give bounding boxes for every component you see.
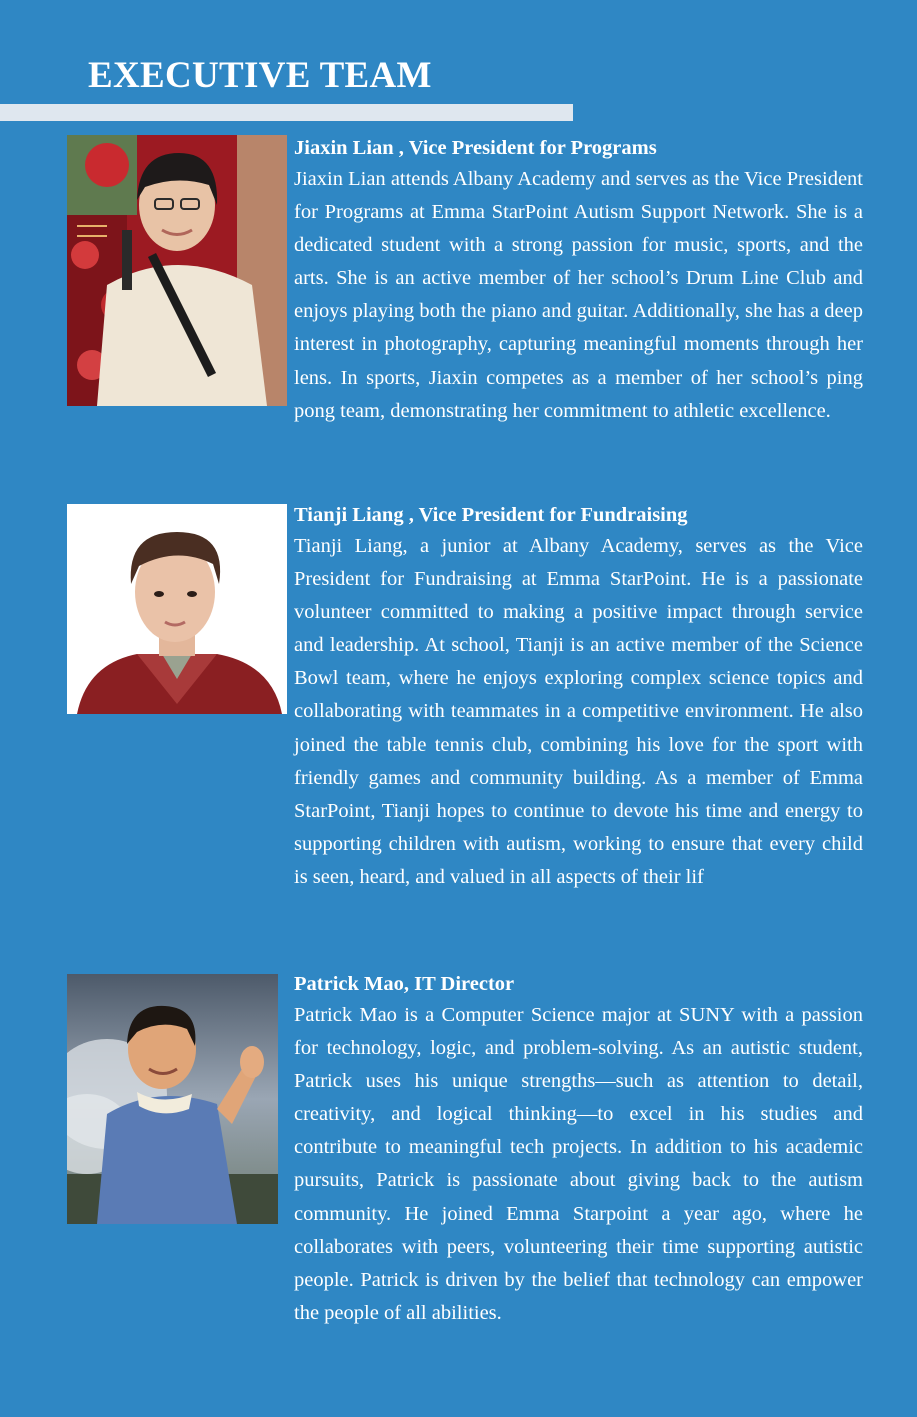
member-name-title: Tianji Liang , Vice President for Fundraising — [294, 504, 688, 526]
member-photo-patrick-mao — [67, 974, 278, 1224]
title-underline-bar — [0, 104, 573, 121]
member-photo-tianji-liang — [67, 504, 287, 714]
member-text-jiaxin-lian — [294, 133, 863, 428]
page-title: EXECUTIVE TEAM — [88, 55, 432, 96]
member-photo-jiaxin-lian — [67, 135, 287, 406]
member-name-title: Patrick Mao, IT Director — [294, 973, 515, 995]
member-bio: Patrick Mao is a Computer Science major at SUNY with a passion for technology, logic, and problem-solving. As an autistic student, Patrick uses his unique strengths—such as attention to detail, creativity, and logical thinking—to excel in his studies and contribute to meaningful tech projects. In addition to his academic pursuits, Patrick is passionate about giving back to the autism community. He joined Emma Starpoint a year ago, where he collaborates with peers, volunteering their time supporting autistic people. Patrick is driven by the belief that technology can empower the people of all abilities. — [294, 1004, 863, 1324]
member-text-patrick-mao — [294, 969, 863, 1330]
member-bio: Jiaxin Lian attends Albany Academy and serves as the Vice President for Programs at Emma StarPoint Autism Support Network. She is a dedicated student with a strong passion for music, sports, and the arts. She is an active member of her school’s Drum Line Club and enjoys playing both the piano and guitar. Additionally, she has a deep interest in photography, capturing meaningful moments through her lens. In sports, Jiaxin competes as a member of her school’s ping pong team, demonstrating her commitment to athletic excellence. — [294, 168, 863, 422]
member-bio: Tianji Liang, a junior at Albany Academy, serves as the Vice President for Fundraising at Emma StarPoint. He is a passionate volunteer committed to making a positive impact through service and leadership. At school, Tianji is an active member of the Science Bowl team, where he enjoys exploring complex science topics and collaborating with teammates in a competitive environment. He also joined the table tennis club, combining his love for the sport with friendly games and community building. As a member of Emma StarPoint, Tianji hopes to continue to devote his time and energy to supporting children with autism, working to ensure that every child is seen, heard, and valued in all aspects of their lif — [294, 535, 863, 888]
member-name-title: Jiaxin Lian , Vice President for Programs — [294, 137, 657, 159]
member-text-tianji-liang — [294, 500, 863, 894]
